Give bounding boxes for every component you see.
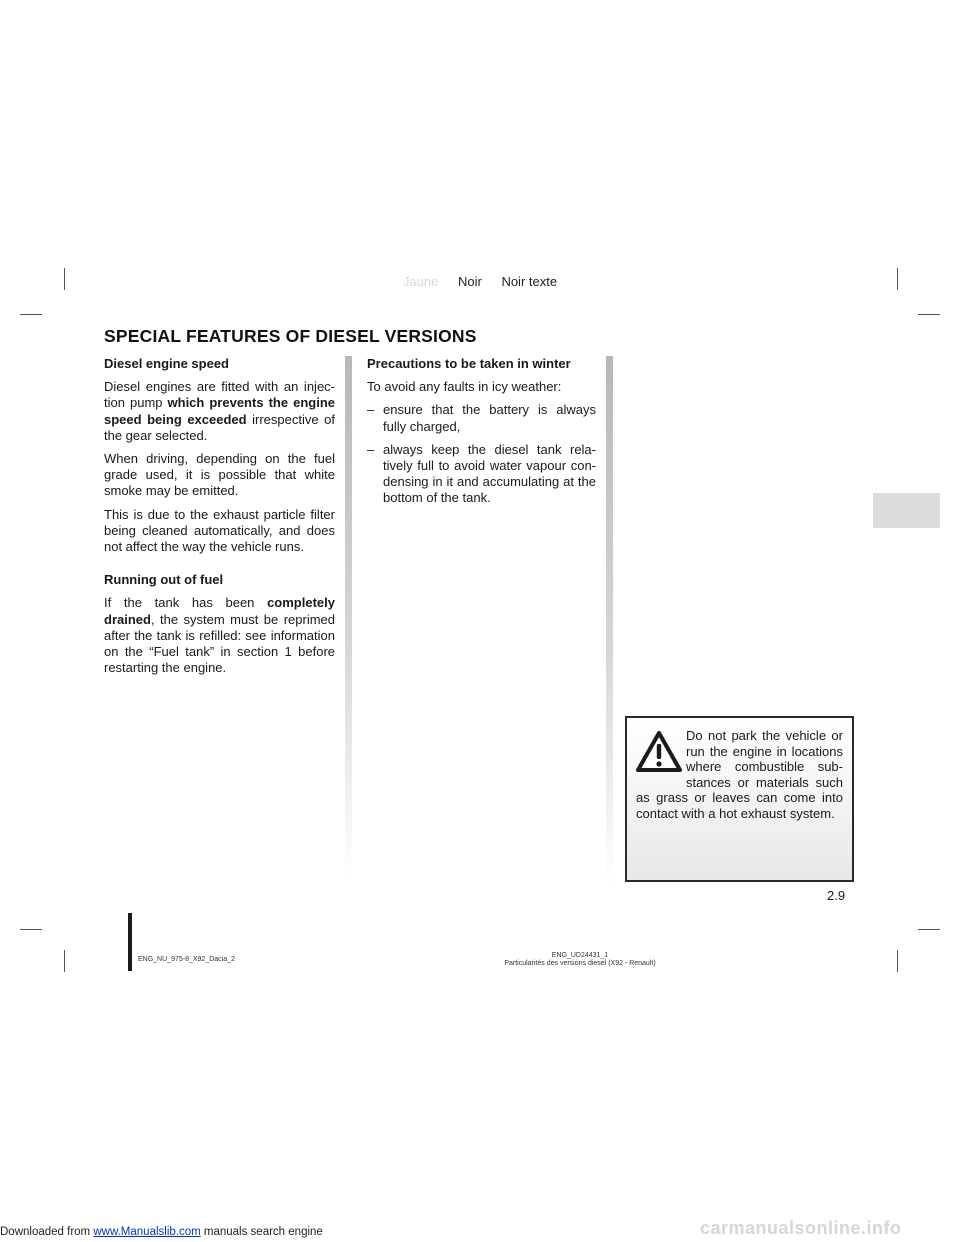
footer-bar [128, 913, 132, 971]
paragraph: When driving, depending on the fuel grade used, it is possible that white smoke may be emitted. [104, 451, 335, 499]
text: , the system must be reprimed after the tank is refilled: see information on the “Fuel tank” in section 1 before restarting the engine. [104, 611, 335, 676]
warning-text-container [636, 728, 843, 822]
footer-doc-code: ENG_NU_975-8_X92_Dacia_2 [138, 956, 235, 963]
color-mark-noir: Noir [457, 274, 482, 289]
text: If the tank has been [104, 595, 268, 611]
color-mark-jaune: Jaune [402, 274, 439, 289]
crop-mark [897, 950, 898, 972]
column-left [104, 356, 335, 683]
bold-text: completely drained [104, 595, 335, 627]
heading-diesel-engine-speed: Diesel engine speed [104, 356, 229, 371]
column-separator [606, 356, 613, 886]
heading-winter-precautions: Precautions to be taken in winter [367, 356, 571, 371]
list-item [367, 402, 596, 434]
text: irrespective of the gear selected. [104, 411, 335, 443]
page-title: SPECIAL FEATURES OF DIESEL VERSIONS [104, 326, 477, 346]
download-notice [0, 1226, 323, 1238]
column-right [367, 356, 596, 514]
page-number: 2.9 [827, 888, 846, 903]
color-marks [0, 274, 960, 289]
paragraph [104, 379, 335, 444]
icon-spacer [636, 728, 686, 784]
column-separator [345, 356, 352, 876]
manualslib-link[interactable]: www.Manualslib.com [93, 1226, 201, 1238]
footer-reference [400, 952, 760, 968]
watermark: carmanualsonline.info [700, 1218, 902, 1238]
list-item-text: ensure that the battery is always fully charged, [383, 402, 596, 434]
section-tab [873, 493, 940, 528]
warning-text: Do not park the vehicle or run the engine in locations where combustible sub-stances or materials such as grass or leaves can come into contact with a hot exhaust system. [636, 728, 843, 821]
download-suffix: manuals search engine [200, 1226, 323, 1238]
paragraph: To avoid any faults in icy weather: [367, 379, 562, 395]
warning-box [625, 716, 854, 882]
list-item-text: always keep the diesel tank rela-tively full to avoid water vapour con-densing in it and accumulating at the bottom of the tank. [383, 441, 596, 506]
footer-reference-code: ENG_UD24431_1 [551, 952, 609, 959]
dash-bullet: – [367, 402, 375, 418]
crop-mark [20, 929, 42, 930]
paragraph: This is due to the exhaust particle filter being cleaned automatically, and does not affect the way the vehicle runs. [104, 506, 335, 555]
crop-mark [918, 314, 940, 315]
heading-running-out-of-fuel: Running out of fuel [104, 572, 224, 588]
crop-mark [918, 929, 940, 930]
crop-mark [20, 314, 42, 315]
color-mark-noir-texte: Noir texte [501, 274, 558, 289]
download-prefix: Downloaded from [0, 1226, 94, 1238]
text: Diesel engines are fitted with an injec-tion pump [104, 379, 335, 411]
crop-mark [64, 950, 65, 972]
list-item [367, 442, 596, 507]
bold-text: which prevents the engine speed being exceeded [104, 395, 335, 427]
paragraph [104, 595, 335, 676]
footer-reference-title: Particularités des versions diesel (X92 - Renault) [504, 960, 656, 967]
dash-bullet: – [367, 441, 375, 457]
